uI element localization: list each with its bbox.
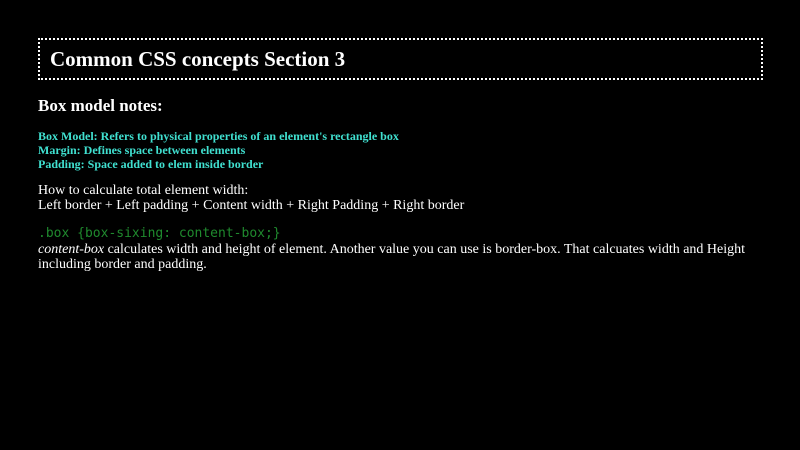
calculation-intro: How to calculate total element width: [38, 183, 249, 198]
definition-margin: Margin: Defines space between elements [38, 143, 246, 157]
calculation-formula: Left border + Left padding + Content width + Right Padding + Right border [38, 198, 465, 213]
definitions-list [38, 129, 763, 171]
content-box-term: content-box [38, 242, 105, 257]
explanation-text: calculates width and height of element. Another value you can use is border-box. That calcuates width and Height including border and padding. [38, 242, 746, 272]
width-calculation [38, 183, 763, 213]
definition-padding: Padding: Space added to elem inside border [38, 157, 264, 171]
box-sizing-code: .box {box-sixing: content-box;} [38, 226, 281, 241]
title-box [38, 38, 763, 80]
box-sizing-explanation [38, 242, 763, 272]
page-content [38, 38, 763, 272]
definition-box-model: Box Model: Refers to physical properties of an element's rectangle box [38, 129, 399, 143]
page-title: Common CSS concepts Section 3 [50, 46, 346, 71]
box-model-heading: Box model notes: [38, 96, 163, 115]
